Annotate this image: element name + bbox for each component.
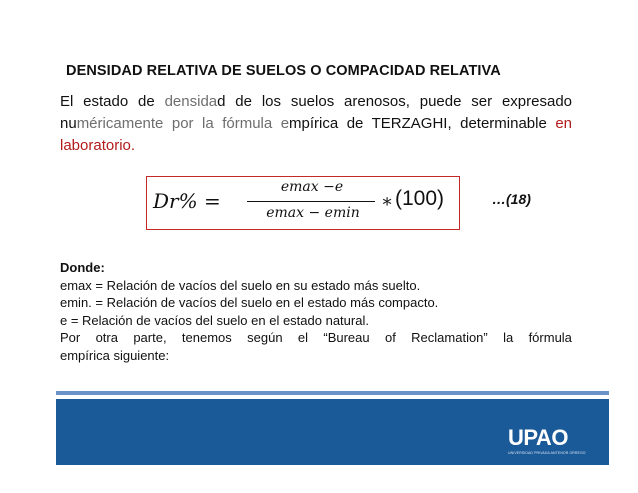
intro-text-2: densida bbox=[164, 93, 218, 110]
fraction-bar bbox=[247, 201, 375, 202]
closing-line-1 bbox=[60, 329, 572, 347]
closing-word: tenemos bbox=[181, 330, 232, 345]
intro-text-4: méricamente por la fórmula e bbox=[76, 115, 290, 132]
definition-emin: emin. = Relación de vacíos del suelo en el estado más compacto. bbox=[60, 295, 439, 310]
footer-stripe bbox=[56, 391, 609, 395]
formula bbox=[147, 177, 459, 229]
formula-lhs: Dr% = bbox=[153, 189, 221, 213]
closing-word: Reclamation” bbox=[411, 330, 488, 345]
formula-numerator: emax −e bbox=[280, 179, 344, 195]
slide bbox=[56, 33, 609, 465]
slide-title: DENSIDAD RELATIVA DE SUELOS O COMPACIDAD RELATIVA bbox=[66, 63, 501, 79]
closing-line-2: empírica siguiente: bbox=[60, 347, 170, 363]
upao-logo-subtitle: UNIVERSIDAD PRIVADA ANTENOR ORREGO bbox=[508, 451, 586, 455]
definitions bbox=[60, 259, 572, 364]
closing-word: según bbox=[247, 330, 283, 345]
intro-text-6: en laboratorio. bbox=[60, 115, 572, 154]
formula-denominator: emax − emin bbox=[266, 205, 360, 221]
closing-word: la bbox=[503, 330, 514, 345]
closing-word: of bbox=[384, 330, 396, 345]
upao-logo: UPAO bbox=[508, 425, 568, 450]
intro-text-3: d de los suelos arenosos, puede ser expresado nu bbox=[60, 93, 573, 132]
closing-word: otra bbox=[95, 330, 118, 345]
intro-paragraph bbox=[60, 91, 572, 157]
definition-e: e = Relación de vacíos del suelo en el estado natural. bbox=[60, 312, 369, 328]
closing-word: “Bureau bbox=[323, 330, 370, 345]
closing-word: Por bbox=[60, 330, 81, 345]
closing-word: fórmula bbox=[528, 330, 572, 345]
formula-operator: ∗ bbox=[381, 191, 394, 212]
equation-number: …(18) bbox=[492, 191, 531, 207]
definitions-heading: Donde: bbox=[60, 260, 105, 275]
closing-word: el bbox=[297, 330, 309, 345]
formula-factor: (100) bbox=[395, 187, 445, 210]
definition-emax: emax = Relación de vacíos del suelo en su estado más suelto. bbox=[60, 277, 421, 293]
closing-word: parte, bbox=[133, 330, 167, 345]
formula-box bbox=[146, 176, 460, 230]
intro-text-1: El estado de bbox=[60, 93, 165, 110]
intro-text-5: mpírica de TERZAGHI, determinable bbox=[289, 115, 556, 132]
